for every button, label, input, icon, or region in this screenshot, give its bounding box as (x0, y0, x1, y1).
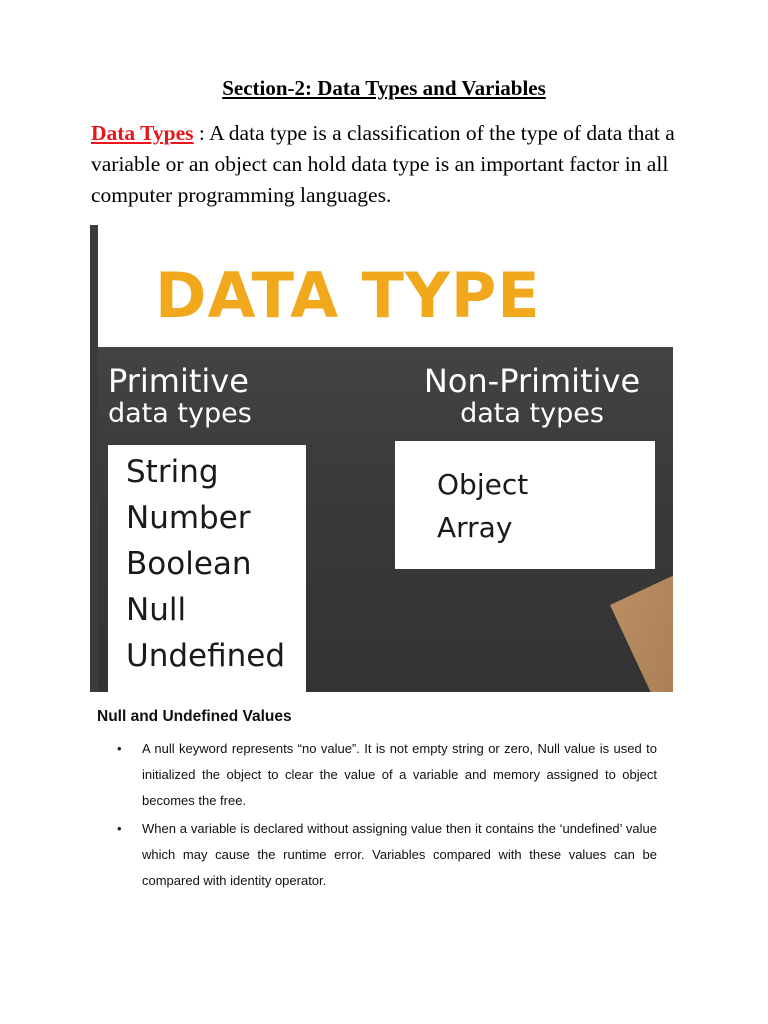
bullet-icon: • (117, 741, 122, 756)
primitive-heading-line2: data types (108, 398, 252, 429)
primitive-type-item: Number (126, 500, 251, 536)
non-primitive-heading-line1: Non-Primitive (423, 362, 641, 400)
null-undefined-heading: Null and Undefined Values (97, 708, 292, 725)
primitive-heading (108, 362, 252, 429)
null-undefined-section (97, 708, 657, 896)
data-type-infographic (90, 225, 673, 692)
page-title: Section-2: Data Types and Variables (222, 76, 546, 100)
intro-text: A data type is a classification of the type of data that a variable or an object can hold data type is an important factor in all computer programming languages. (91, 121, 675, 207)
infographic-title: DATA TYPE (155, 259, 541, 332)
bullet-icon: • (117, 821, 122, 836)
wood-decoration (610, 554, 673, 692)
list-item (97, 736, 657, 814)
primitive-types-list (108, 445, 306, 679)
list-item-text: A null keyword represents “no value”. It is not empty string or zero, Null value is used to initialized the object to clear the value of a variable and memory assigned to object becomes the free. (142, 741, 657, 808)
primitive-type-item: Null (126, 592, 187, 628)
primitive-type-item: Boolean (126, 546, 252, 582)
primitive-types-card (108, 445, 306, 692)
non-primitive-type-item: Object (437, 468, 529, 501)
intro-separator: : (193, 121, 210, 145)
primitive-type-item: Undefined (126, 638, 286, 674)
non-primitive-types-list (395, 441, 655, 549)
infographic-edge (90, 225, 98, 692)
non-primitive-heading (387, 362, 673, 429)
non-primitive-type-item: Array (437, 511, 513, 544)
list-item (97, 816, 657, 894)
data-types-term: Data Types (91, 121, 194, 145)
list-item-text: When a variable is declared without assigning value then it contains the ‘undefined’ value which may cause the runtime error. Variables compared with these values can be compared with identity operator. (142, 821, 657, 888)
null-undefined-list (97, 736, 657, 894)
primitive-heading-line1: Primitive (108, 362, 249, 400)
intro-paragraph (91, 118, 691, 211)
primitive-type-item: String (126, 454, 219, 490)
non-primitive-heading-line2: data types (460, 398, 604, 429)
non-primitive-types-card (395, 441, 655, 569)
